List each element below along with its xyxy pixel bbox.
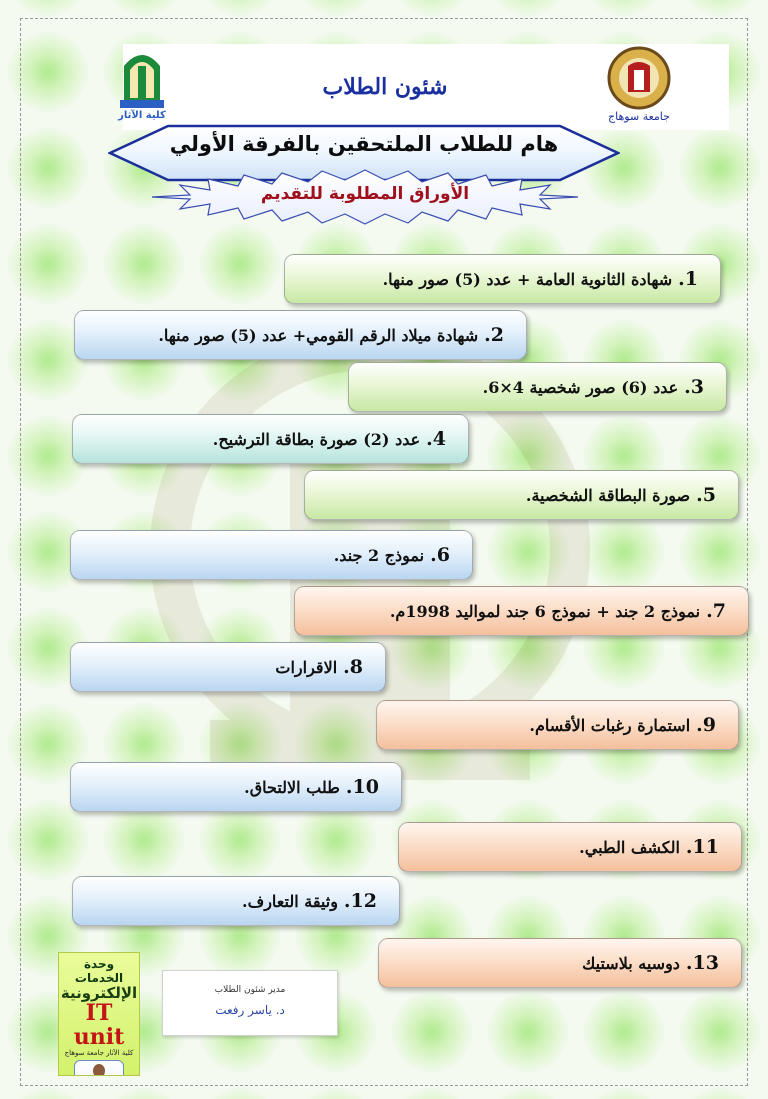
it-unit-title: IT unit [73, 1000, 125, 1050]
item-text: نموذج 2 جند. [333, 545, 425, 565]
item-text: عدد (6) صور شخصية 4×6. [482, 377, 679, 397]
university-logo-caption: جامعة سوهاج [608, 110, 670, 123]
signature-name: د. ياسر رفعت [215, 1003, 285, 1017]
list-item [348, 362, 727, 412]
item-text: استمارة رغبات الأقسام. [529, 715, 691, 735]
item-text: شهادة ميلاد الرقم القومي+ عدد (5) صور منها. [158, 325, 479, 345]
student-affairs-title: شئون الطلاب [322, 74, 448, 100]
it-unit-line2: الإلكترونية [60, 984, 138, 1002]
faculty-logo-caption: كلية الآثار [118, 110, 166, 121]
item-text: طلب الالتحاق. [244, 777, 340, 797]
list-item [304, 470, 739, 520]
signature-box [162, 970, 338, 1036]
item-text: عدد (2) صورة بطاقة الترشيح. [212, 429, 421, 449]
required-papers-subtitle: الأوراق المطلوبة للتقديم [260, 184, 470, 204]
it-unit-line3: كلية الآثار جامعة سوهاج [64, 1049, 134, 1057]
item-number: 1. [678, 268, 698, 290]
item-number: 5. [696, 484, 716, 506]
signature-role: مدير شئون الطلاب [214, 985, 286, 995]
item-number: 2. [484, 324, 504, 346]
list-item [378, 938, 742, 988]
item-number: 12. [343, 890, 377, 912]
item-text: صورة البطاقة الشخصية. [525, 485, 691, 505]
item-text: شهادة الثانوية العامة + عدد (5) صور منها. [382, 269, 673, 289]
item-number: 4. [426, 428, 446, 450]
item-number: 9. [696, 714, 716, 736]
item-number: 6. [430, 544, 450, 566]
list-item [72, 876, 400, 926]
item-text: الكشف الطبي. [579, 837, 680, 857]
item-text: وثيقة التعارف. [242, 891, 338, 911]
item-number: 3. [684, 376, 704, 398]
it-unit-line1: وحدة الخدمات [74, 957, 124, 985]
list-item [398, 822, 742, 872]
item-number: 7. [706, 600, 726, 622]
item-text: دوسيه بلاستيك [582, 953, 680, 973]
list-item [70, 530, 473, 580]
list-item [72, 414, 469, 464]
list-item [70, 642, 386, 692]
item-text: نموذج 2 جند + نموذج 6 جند لمواليد 1998م. [389, 601, 701, 621]
list-item [284, 254, 721, 304]
list-item [70, 762, 402, 812]
list-item [376, 700, 739, 750]
list-item [74, 310, 527, 360]
item-number: 11. [685, 836, 719, 858]
banner-title: هام للطلاب الملتحقين بالفرقة الأولي [169, 132, 559, 156]
it-unit-badge [58, 952, 140, 1076]
item-text: الاقرارات [275, 657, 338, 677]
item-number: 8. [343, 656, 363, 678]
list-item [294, 586, 749, 636]
item-number: 10. [345, 776, 379, 798]
item-number: 13. [685, 952, 719, 974]
staff-photo [74, 1060, 124, 1076]
